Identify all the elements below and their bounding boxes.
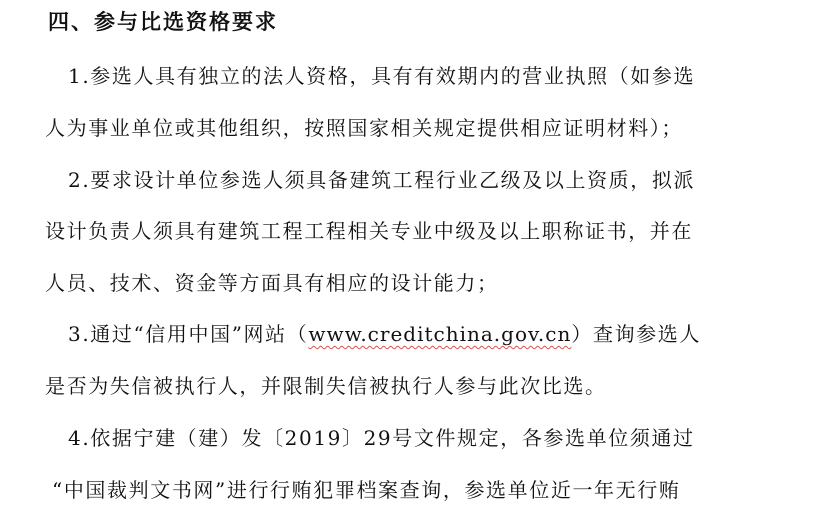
item-3-line-1 (68, 318, 701, 347)
item-4-line-2: “中国裁判文书网”进行行贿犯罪档案查询，参选单位近一年无行贿 (52, 478, 681, 502)
item-1-line-2: 人为事业单位或其他组织，按照国家相关规定提供相应证明材料）； (45, 116, 683, 140)
creditchina-url: www.creditchina.gov.cn (308, 322, 572, 346)
item-2-line-1: 2.要求设计单位参选人须具备建筑工程行业乙级及以上资质，拟派 (68, 168, 696, 192)
item-3-prefix: 3.通过“信用中国”网站（ (68, 322, 309, 346)
item-3-suffix: ）查询参选人 (571, 322, 701, 346)
item-2-line-3: 人员、技术、资金等方面具有相应的设计能力； (45, 271, 499, 295)
item-2-line-2: 设计负责人须具有建筑工程工程相关专业中级及以上职称证书，并在 (45, 219, 693, 243)
item-4-line-1: 4.依据宁建（建）发〔2019〕29号文件规定，各参选单位须通过 (68, 426, 695, 450)
item-3-line-2: 是否为失信被执行人，并限制失信被执行人参与此次比选。 (45, 374, 607, 398)
item-1-line-1: 1.参选人具有独立的法人资格，具有有效期内的营业执照（如参选 (68, 64, 696, 88)
section-heading: 四、参与比选资格要求 (48, 10, 278, 34)
